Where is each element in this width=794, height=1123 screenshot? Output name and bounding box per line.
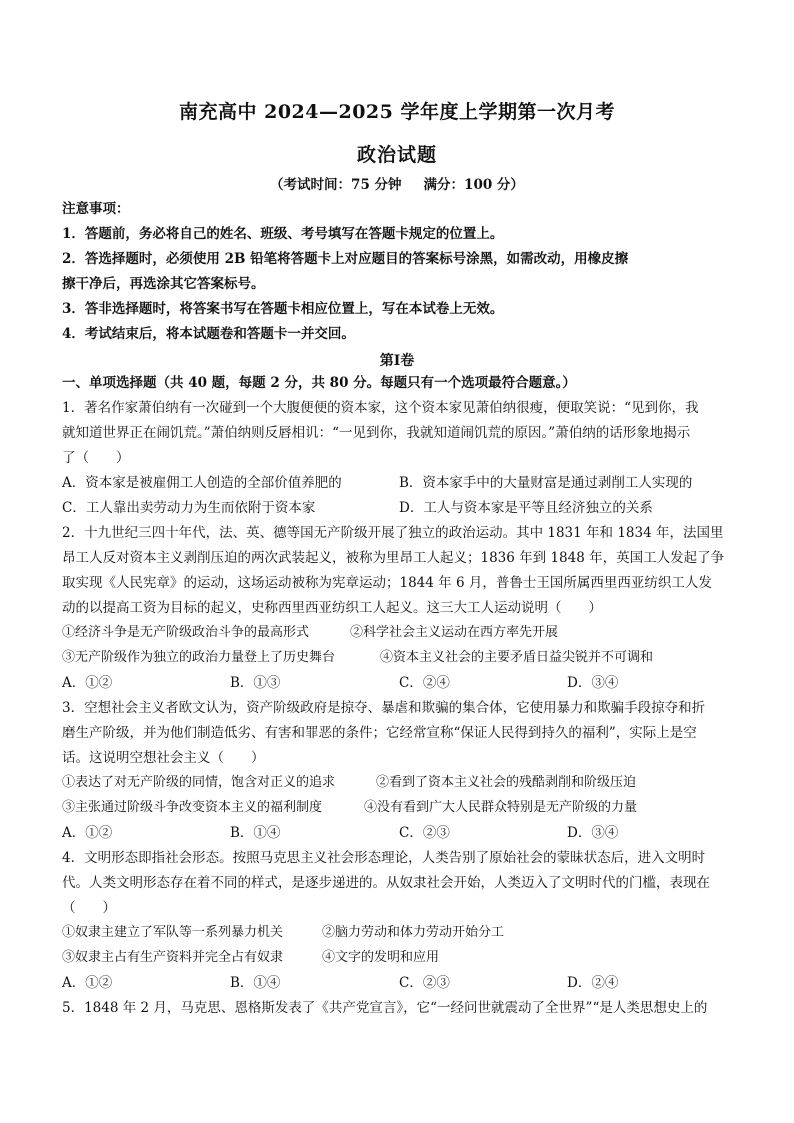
notes-heading: 注意事项： bbox=[62, 201, 130, 217]
q2-statements-row2 bbox=[62, 648, 738, 668]
q4-option-a: A．①② bbox=[62, 975, 113, 991]
q4-statement-4: ④文字的发明和应用 bbox=[322, 950, 440, 965]
q1-options-row1 bbox=[62, 473, 738, 493]
q2-statements-row1 bbox=[62, 623, 738, 643]
q3-statement-3: ③主张通过阶级斗争改变资本主义的福利制度 bbox=[62, 800, 323, 815]
q3-option-d: D．③④ bbox=[567, 825, 619, 841]
q4-option-b: B．①④ bbox=[230, 975, 281, 991]
q4-statements-row1 bbox=[62, 923, 738, 943]
q1-options-row2 bbox=[62, 498, 738, 518]
q2-options bbox=[62, 673, 738, 693]
q2-option-d: D．③④ bbox=[567, 675, 619, 691]
note-2-line1: 2．答选择题时，必须使用 2B 铅笔将答题卡上对应题目的答案标号涂黑，如需改动，用橡皮擦 bbox=[62, 251, 629, 267]
q4-statement-1: ①奴隶主建立了军队等一系列暴力机关 bbox=[62, 925, 284, 940]
q1-stem-line2: 就知道世界正在闹饥荒。”萧伯纳则反唇相讥：“一见到你，我就知道闹饥荒的原因。”萧伯纳的话形象地揭示 bbox=[62, 425, 691, 441]
subject-title: 政治试题 bbox=[356, 144, 437, 166]
q4-statement-3: ③奴隶主占有生产资料并完全占有奴隶 bbox=[62, 950, 284, 965]
q1-option-c: C．工人靠出卖劳动力为生而依附于资本家 bbox=[62, 500, 316, 516]
q2-stem-line4: 动的以提高工资为目标的起义，史称西里西亚纺织工人起义。这三大工人运动说明（ ） bbox=[62, 600, 602, 616]
q3-stem-line3: 话。这说明空想社会主义（ ） bbox=[62, 750, 265, 766]
q3-stem-line1: 3．空想社会主义者欧文认为，资产阶级政府是掠夺、暴虐和欺骗的集合体，它使用暴力和欺骗手段掠夺和折 bbox=[62, 700, 706, 716]
q2-statement-3: ③无产阶级作为独立的政治力量登上了历史舞台 bbox=[62, 650, 336, 665]
q4-option-d: D．②④ bbox=[567, 975, 619, 991]
exam-score: 满分：100 分） bbox=[423, 177, 524, 193]
q2-stem-line1: 2．十九世纪三四十年代，法、英、德等国无产阶级开展了独立的政治运动。其中 1831 年和 1834 年，法国里 bbox=[62, 525, 724, 541]
q2-stem-line2: 昂工人反对资本主义剥削压迫的两次武装起义，被称为里昂工人起义；1836 年到 1848 年，英国工人发起了争 bbox=[62, 550, 725, 566]
q2-statement-4: ④资本主义社会的主要矛盾日益尖锐并不可调和 bbox=[380, 650, 654, 665]
q4-stem-line3: （ ） bbox=[62, 900, 116, 916]
exam-title: 南充高中 2024—2025 学年度上学期第一次月考 bbox=[179, 101, 615, 123]
exam-meta bbox=[0, 173, 794, 193]
q3-options bbox=[62, 823, 738, 843]
q3-statements-row1 bbox=[62, 773, 738, 793]
note-3: 3．答非选择题时，将答案书写在答题卡相应位置上，写在本试卷上无效。 bbox=[62, 301, 504, 317]
q2-statement-2: ②科学社会主义运动在西方率先开展 bbox=[350, 625, 559, 640]
q2-option-a: A．①② bbox=[62, 675, 113, 691]
q3-statement-1: ①表达了对无产阶级的同情，饱含对正义的追求 bbox=[62, 775, 336, 790]
q2-statement-1: ①经济斗争是无产阶级政治斗争的最高形式 bbox=[62, 625, 310, 640]
q1-option-d: D．工人与资本家是平等且经济独立的关系 bbox=[399, 500, 653, 516]
note-4: 4．考试结束后，将本试题卷和答题卡一并交回。 bbox=[62, 326, 355, 342]
q2-option-b: B．①③ bbox=[230, 675, 281, 691]
section-heading: 一、单项选择题（共 40 题，每题 2 分，共 80 分。每题只有一个选项最符合题意。） bbox=[62, 375, 576, 391]
note-1: 1．答题前，务必将自己的姓名、班级、考号填写在答题卡规定的位置上。 bbox=[62, 226, 504, 242]
q3-statements-row2 bbox=[62, 798, 738, 818]
q5-stem-line1: 5．1848 年 2 月，马克思、恩格斯发表了《共产党宣言》，它“一经问世就震动了全世界”“是人类思想史上的 bbox=[62, 1000, 708, 1016]
q3-statement-4: ④没有看到广大人民群众特别是无产阶级的力量 bbox=[364, 800, 638, 815]
q4-statement-2: ②脑力劳动和体力劳动开始分工 bbox=[322, 925, 505, 940]
q2-option-c: C．②④ bbox=[399, 675, 450, 691]
q4-statements-row2 bbox=[62, 948, 738, 968]
q4-stem-line2: 代。人类文明形态存在着不同的样式，是逐步递进的。从奴隶社会开始，人类迈入了文明时代的门槛，表现在 bbox=[62, 875, 710, 891]
q3-option-c: C．②③ bbox=[399, 825, 450, 841]
part-title: 第Ⅰ卷 bbox=[379, 353, 415, 369]
q3-statement-2: ②看到了资本主义社会的残酷剥削和阶级压迫 bbox=[376, 775, 637, 790]
q4-option-c: C．②③ bbox=[399, 975, 450, 991]
q4-options bbox=[62, 973, 738, 993]
note-2-line2: 擦干净后，再选涂其它答案标号。 bbox=[62, 276, 265, 292]
q1-stem-line3: 了（ ） bbox=[62, 450, 130, 466]
q4-stem-line1: 4．文明形态即指社会形态。按照马克思主义社会形态理论，人类告别了原始社会的蒙昧状态后，进入文明时 bbox=[62, 850, 706, 866]
q2-stem-line3: 取实现《人民宪章》的运动，这场运动被称为宪章运动；1844 年 6 月，普鲁士王国所属西里西亚纺织工人发 bbox=[62, 575, 712, 591]
q1-stem-line1: 1．著名作家萧伯纳有一次碰到一个大腹便便的资本家，这个资本家见萧伯纳很瘦，便取笑说：“见到你，我 bbox=[62, 400, 699, 416]
q1-option-a: A．资本家是被雇佣工人创造的全部价值养肥的 bbox=[62, 475, 342, 491]
q3-option-b: B．①④ bbox=[230, 825, 281, 841]
q3-stem-line2: 磨生产阶级，并为他们制造低劣、有害和罪恶的条件；它经常宣称“保证人民得到持久的福利”，实际上是空 bbox=[62, 725, 697, 741]
q1-option-b: B．资本家手中的大量财富是通过剥削工人实现的 bbox=[399, 475, 693, 491]
q3-option-a: A．①② bbox=[62, 825, 113, 841]
exam-time: （考试时间：75 分钟 bbox=[270, 177, 402, 193]
